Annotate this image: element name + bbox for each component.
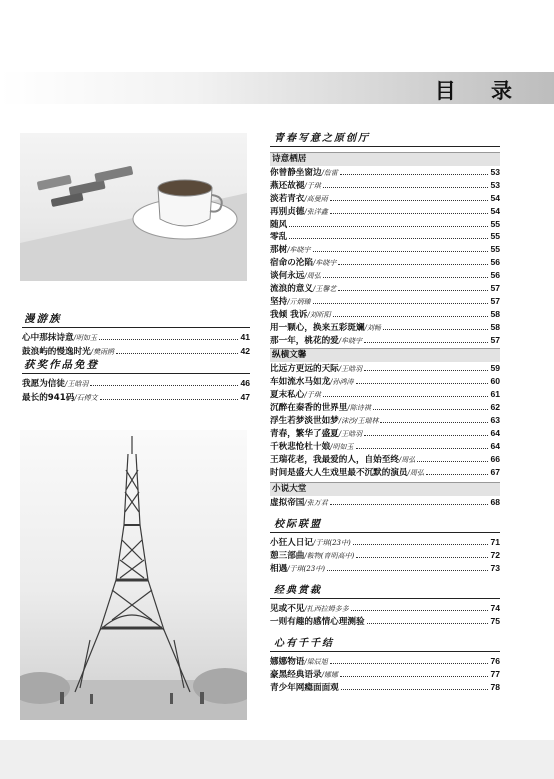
toc-entry[interactable]: 比远方更远的天际 /王晗羽 59 [270, 363, 500, 375]
toc-entry[interactable]: 心中那抹诗意 /明如玉 41 [22, 332, 250, 343]
category-0-entries [270, 166, 500, 346]
right-column [270, 131, 500, 694]
category-fiction: 小说大堂 [270, 482, 500, 496]
banner-heading: 青春写意之原创厅 [270, 131, 500, 147]
toc-entry[interactable]: 青少年网瘾面面观 78 [270, 681, 500, 693]
toc-entry[interactable]: 最长的941码 /石傅文 47 [22, 391, 250, 403]
toc-entry[interactable]: 夏末私心 /于琪 61 [270, 389, 500, 401]
toc-entry[interactable]: 零乱 55 [270, 231, 500, 243]
section-heading: 心有千千结 [270, 636, 500, 652]
section-heading: 获奖作品免登 [22, 358, 250, 374]
category-essays: 纵横文馨 [270, 348, 500, 362]
toc-entry[interactable]: 用一颗心，换来五彩斑斓 /刘畅 58 [270, 321, 500, 333]
toc-entry[interactable]: 青春，繁华了盛夏 /王晗羽 64 [270, 427, 500, 439]
toc-entry[interactable]: 王瑞花老，我最爱的人，自始至终 /周弘 66 [270, 453, 500, 465]
toc-entry[interactable]: 娜娜物语 /梁辰旭 76 [270, 655, 500, 667]
toc-entry[interactable]: 千秋悲怆杜十娘 /明如玉 64 [270, 440, 500, 452]
toc-entry[interactable]: 流浪的意义 /王馨艺 57 [270, 283, 500, 295]
eiffel-tower-photo [20, 430, 247, 720]
category-1-entries [270, 362, 500, 478]
title-band [0, 72, 554, 104]
eiffel-tower-illustration [20, 430, 247, 720]
toc-entry[interactable]: 见或不见 /扎西拉姆多多 74 [270, 603, 500, 615]
coffee-cup-photo [20, 133, 247, 281]
section-heading: 经典赏裁 [270, 583, 500, 599]
toc-entry[interactable]: 我愿为信徒 /王晗羽 46 [22, 378, 250, 389]
section-heading: 校际联盟 [270, 517, 500, 533]
toc-entry[interactable]: 坚持 /亓炳臻 57 [270, 295, 500, 307]
toc-entry[interactable]: 豪黑经典语录 /娜娜 77 [270, 668, 500, 680]
section-1-entries [270, 602, 500, 628]
toc-entry[interactable]: 你曾静坐窗边 /詹雷 53 [270, 167, 500, 178]
toc-entry[interactable]: 那树 /牟晓宇 55 [270, 244, 500, 256]
section-2-entries [270, 655, 500, 694]
toc-entry[interactable]: 浮生若梦淡世如梦 /沫沙/王瑞林 63 [270, 415, 500, 427]
toc-entry[interactable]: 小狂人日记 /于琪(23中) 71 [270, 537, 500, 549]
toc-entry[interactable]: 鼓浪屿的慢逸时光 /樊雨鸥 42 [22, 345, 250, 357]
left-section-1 [22, 312, 250, 358]
toc-entry[interactable]: 宿命の沦陷 /牟晓宇 56 [270, 257, 500, 269]
toc-entry[interactable]: 相遇 /于琪(23中) 73 [270, 563, 500, 575]
toc-entry[interactable]: 车如流水马如龙 /孙鸿涛 60 [270, 376, 500, 388]
coffee-cup-illustration [20, 133, 247, 281]
toc-entry[interactable]: 沉醉在秦香的世界里 /陈诗祺 62 [270, 402, 500, 414]
toc-entry[interactable]: 那一年，桃花的爱 /牟晓宇 57 [270, 334, 500, 346]
bottom-band [0, 740, 554, 779]
left-section-2 [22, 358, 250, 404]
toc-entry[interactable]: 谈何永远 /周弘 56 [270, 270, 500, 282]
toc-entry[interactable]: 随风 55 [270, 218, 500, 230]
toc-entry[interactable]: 一则有趣的感情心理测验 75 [270, 615, 500, 627]
toc-entry[interactable]: 憩三部曲 /鞍物(育明高中) 72 [270, 550, 500, 562]
toc-entry[interactable]: 燕还故褪 /于琪 53 [270, 179, 500, 191]
section-heading: 漫游族 [22, 312, 250, 328]
page-title: 目 录 [434, 78, 526, 103]
toc-entry[interactable]: 淡若青衣 /高曼雨 54 [270, 192, 500, 204]
toc-entry[interactable]: 时间是盛大人生戏里最不沉默的演员 /周弘 67 [270, 466, 500, 478]
section-0-entries [270, 536, 500, 575]
toc-entry[interactable]: 再别贞德 /张洋鑫 54 [270, 205, 500, 217]
category-poetry: 诗意栖居 [270, 152, 500, 166]
toc-entry[interactable]: 虚拟帝国 /张万君 68 [270, 497, 500, 509]
toc-entry[interactable]: 我倾 我诉 /刘昕阳 58 [270, 308, 500, 320]
